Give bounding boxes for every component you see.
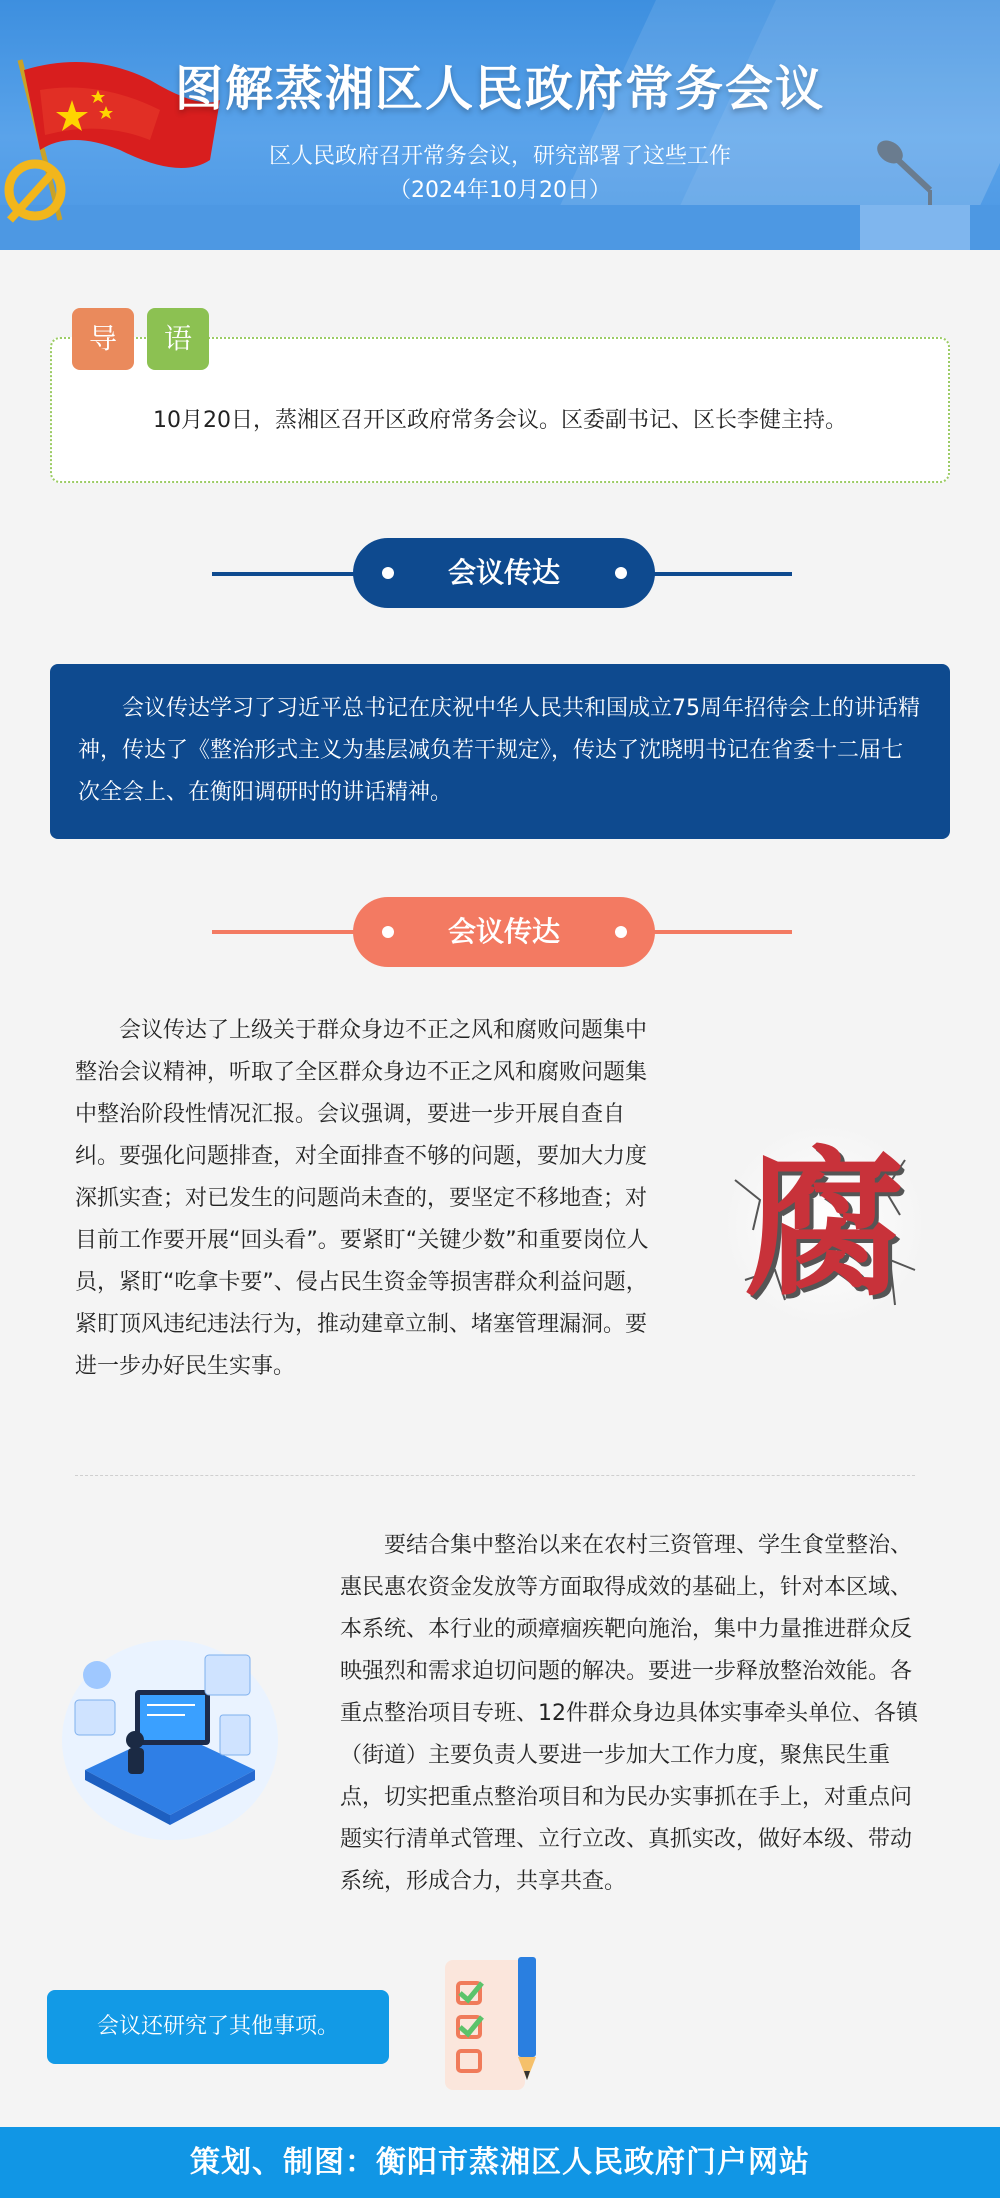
intro-tag-2: 语	[147, 308, 209, 370]
header-banner	[0, 0, 1000, 250]
intro-tag-1: 导	[72, 308, 134, 370]
computer-work-illustration-icon	[55, 1620, 285, 1850]
heading-dot	[615, 567, 627, 579]
heading-dot	[382, 926, 394, 938]
meeting-date: （2024年10月20日）	[389, 178, 611, 203]
section-heading: 会议传达	[353, 897, 655, 967]
corruption-character: 腐	[744, 1131, 905, 1318]
divider	[75, 1475, 915, 1476]
page-subtitle	[0, 140, 1000, 208]
checklist-pencil-icon	[440, 1955, 555, 2095]
anti-corruption-image	[715, 1120, 935, 1330]
section-heading: 会议传达	[353, 538, 655, 608]
section1-text: 会议传达学习了习近平总书记在庆祝中华人民共和国成立75周年招待会上的讲话精神，传达了《整治形式主义为基层减负若干规定》，传达了沈晓明书记在省委十二届七次全会上、在衡阳调研时的讲话精神。	[78, 696, 920, 805]
footer-credit: 策划、制图：衡阳市蒸湘区人民政府门户网站	[0, 2127, 1000, 2198]
section2-paragraph-1: 会议传达了上级关于群众身边不正之风和腐败问题集中整治会议精神，听取了全区群众身边不正之风和腐败问题集中整治阶段性情况汇报。会议强调，要进一步开展自查自纠。要强化问题排查，对全面排查不够的问题，要加大力度深抓实查；对已发生的问题尚未查的，要坚定不移地查；对目前工作要开展“回头看”。要紧盯“关键少数”和重要岗位人员，紧盯“吃拿卡要”、侵占民生资金等损害群众利益问题，紧盯顶风违纪违法行为，推动建章立制、堵塞管理漏洞。要进一步办好民生实事。	[75, 1018, 649, 1379]
subtitle-text: 区人民政府召开常务会议，研究部署了这些工作	[268, 144, 731, 169]
section2-paragraph-2: 要结合集中整治以来在农村三资管理、学生食堂整治、惠民惠农资金发放等方面取得成效的基础上，针对本区域、本系统、本行业的顽瘴痼疾靶向施治，集中力量推进群众反映强烈和需求迫切问题的解决。要进一步释放整治效能。各重点整治项目专班、12件群众身边具体实事牵头单位、各镇（街道）主要负责人要进一步加大工作力度，聚焦民生重点，切实把重点整治项目和为民办实事抓在手上，对重点问题实行清单式管理、立行立改、真抓实改，做好本级、带动系统，形成合力，共享共查。	[340, 1533, 918, 1894]
heading-dot	[382, 567, 394, 579]
heading-dot	[615, 926, 627, 938]
other-matters-banner: 会议还研究了其他事项。	[47, 1990, 389, 2064]
page-title: 图解蒸湘区人民政府常务会议	[174, 61, 825, 117]
intro-text: 10月20日，蒸湘区召开区政府常务会议。区委副书记、区长李健主持。	[153, 408, 847, 433]
